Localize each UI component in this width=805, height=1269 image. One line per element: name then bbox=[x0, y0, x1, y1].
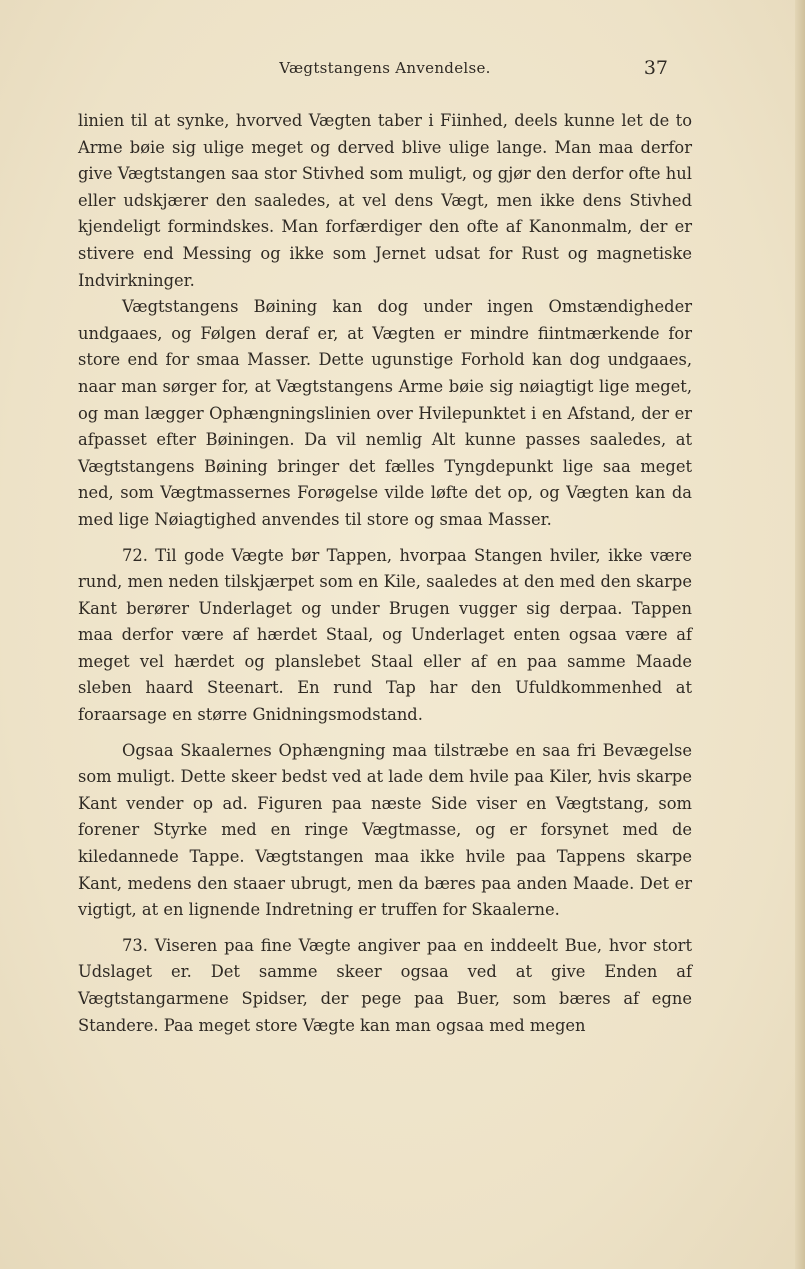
body-text bbox=[78, 108, 692, 1039]
page-number: 37 bbox=[643, 57, 668, 79]
page-edge bbox=[795, 0, 805, 1269]
paragraph-pan-suspension: Ogsaa Skaalernes Ophængning maa tilstræbe en saa fri Bevægelse som muligt. Dette skeer bedst ved at lade dem hvile paa Kiler, hvis skarpe Kant vender op ad. Figuren paa næste Side viser en Vægtstang, som forener Styrke med en ringe Vægtmasse, og er forsynet med de kiledannede Tappe. Vægtstangen maa ikke hvile paa Tappens skarpe Kant, medens den staaer ubrugt, men da bæres paa anden Maade. Det er vigtigt, at en lignende Indretning er truffen for Skaalerne. bbox=[78, 740, 692, 920]
page-header bbox=[78, 57, 692, 83]
running-title: Vægtstangens Anvendelse. bbox=[279, 59, 491, 77]
paragraph-section-72: 72. Til gode Vægte bør Tappen, hvorpaa Stangen hviler, ikke være rund, men neden tilskjærpet som en Kile, saaledes at den med den skarpe Kant berører Underlaget og under Brugen vugger sig derpaa. Tappen maa derfor være af hærdet Staal, og Underlaget enten ogsaa være af meget vel hærdet og planslebet Staal eller af en paa samme Maade sleben haard Steenart. En rund Tap har den Ufuldkommenhed at foraarsage en større Gnidningsmodstand. bbox=[78, 545, 692, 725]
paragraph-bending: Vægtstangens Bøining kan dog under ingen Omstændigheder undgaaes, og Følgen deraf er, at Vægten er mindre fiintmærkende for store end for smaa Masser. Dette ugunstige Forhold kan dog undgaaes, naar man sørger for, at Vægtstangens Arme bøie sig nøiagtigt lige meget, og man lægger Ophængningslinien over Hvilepunktet i en Afstand, der er afpasset efter Bøiningen. Da vil nemlig Alt kunne passes saaledes, at Vægtstangens Bøining bringer det fælles Tyngdepunkt lige saa meget ned, som Vægtmassernes Forøgelse vilde løfte det op, og Vægten kan da med lige Nøiagtighed anvendes til store og smaa Masser. bbox=[78, 297, 692, 529]
paragraph-continuation: linien til at synke, hvorved Vægten taber i Fiinhed, deels kunne let de to Arme bøie sig ulige meget og derved blive ulige lange. Man maa derfor give Vægtstangen saa stor Stivhed som muligt, og gjør den derfor ofte hul eller udskjærer den saaledes, at vel dens Vægt, men ikke dens Stivhed kjendeligt formindskes. Man forfærdiger den ofte af Kanonmalm, der er stivere end Messing og ikke som Jernet udsat for Rust og magnetiske Indvirkninger. bbox=[78, 111, 692, 290]
paragraph-section-73: 73. Viseren paa fine Vægte angiver paa en inddeelt Bue, hvor stort Udslaget er. Det samme skeer ogsaa ved at give Enden af Vægtstangarmene Spidser, der pege paa Buer, som bæres af egne Standere. Paa meget store Vægte kan man ogsaa med megen bbox=[78, 935, 692, 1035]
